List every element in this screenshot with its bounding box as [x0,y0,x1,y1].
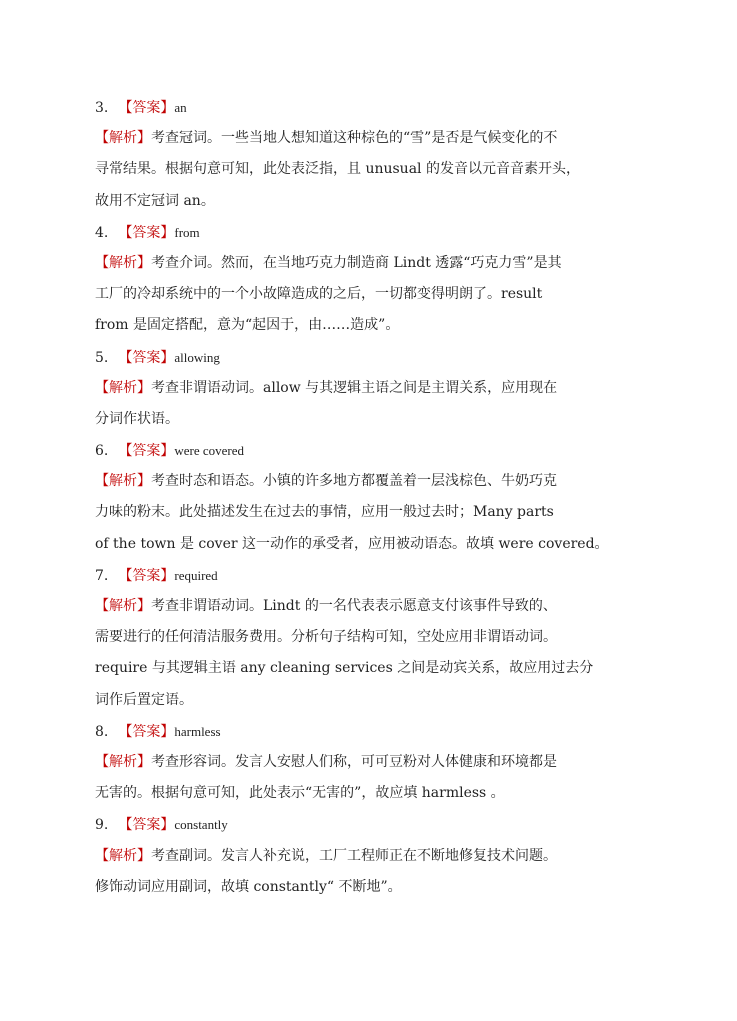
answer-text: from [174,224,200,240]
analysis-text: 无害的。根据句意可知，此处表示“无害的”，故应填 harmless 。 [95,785,505,802]
answer-item [95,217,635,342]
answer-key-document [95,92,635,903]
answer-tag: 【答案】 [118,100,175,116]
question-number: 9. [95,817,109,834]
analysis-text: 考查非谓语动词。allow 与其逻辑主语之间是主谓关系，应用现在 [151,379,558,396]
answer-text: harmless [174,723,221,739]
analysis-tag: 【解析】 [95,130,151,147]
analysis-text: 考查形容词。发言人安慰人们称，可可豆粉对人体健康和环境都是 [151,753,557,770]
answer-tag: 【答案】 [118,817,175,834]
analysis-text: 词作后置定语。 [95,691,193,708]
answer-tag: 【答案】 [118,224,175,241]
question-number: 6. [95,443,109,460]
analysis-line [95,373,635,404]
analysis-line [95,872,635,903]
analysis-text: 寻常结果。根据句意可知，此处表泛指，且 unusual 的发音以元音音素开头， [95,161,580,178]
answer-text: constantly [174,817,228,833]
answer-item [95,809,635,903]
analysis-line [95,279,635,310]
analysis-text: 力味的粉末。此处描述发生在过去的事情，应用一般过去时；Many parts [95,504,554,521]
answer-text: allowing [174,349,220,365]
analysis-text: 分词作状语。 [95,410,179,427]
analysis-line [95,404,635,435]
analysis-tag: 【解析】 [95,379,151,396]
answer-line [95,92,635,123]
answer-item [95,716,635,810]
analysis-text: 故用不定冠词 an。 [95,192,215,209]
analysis-line [95,529,635,560]
answer-text: required [174,567,218,583]
analysis-line [95,466,635,497]
question-number: 3. [95,100,109,116]
analysis-text: 工厂的冷却系统中的一个小故障造成的之后，一切都变得明朗了。result [95,286,543,303]
question-number: 5. [95,349,109,366]
analysis-line [95,841,635,872]
answer-text: were covered [174,443,245,459]
analysis-text: 需要进行的任何清洁服务费用。分析句子结构可知，空处应用非谓语动词。 [95,629,557,646]
analysis-text: 考查副词。发言人补充说，工厂工程师正在不断地修复技术问题。 [151,847,557,864]
analysis-text: 考查时态和语态。小镇的许多地方都覆盖着一层浅棕色、牛奶巧克 [151,473,557,490]
analysis-text: of the town 是 cover 这一动作的承受者，应用被动语态。故填 were covered。 [95,535,609,552]
analysis-line [95,622,635,653]
analysis-line [95,747,635,778]
analysis-line [95,186,635,217]
analysis-line [95,310,635,341]
question-number: 7. [95,567,109,584]
answer-item [95,560,635,716]
answer-item [95,435,635,560]
analysis-line [95,123,635,154]
answer-line [95,217,635,248]
analysis-tag: 【解析】 [95,847,151,864]
analysis-line [95,778,635,809]
analysis-line [95,653,635,684]
analysis-tag: 【解析】 [95,473,151,490]
question-number: 4. [95,224,109,241]
answer-line [95,716,635,747]
answer-text: an [174,100,187,115]
analysis-text: 考查非谓语动词。Lindt 的一名代表表示愿意支付该事件导致的、 [151,598,557,614]
analysis-text: 考查冠词。一些当地人想知道这种棕色的“雪”是否是气候变化的不 [151,130,558,147]
answer-item [95,342,635,436]
analysis-line [95,497,635,528]
analysis-line [95,248,635,279]
analysis-tag: 【解析】 [95,598,151,614]
analysis-text: 考查介词。然而，在当地巧克力制造商 Lindt 透露“巧克力雪”是其 [151,254,562,271]
analysis-tag: 【解析】 [95,254,151,271]
answer-line [95,342,635,373]
answer-tag: 【答案】 [118,443,175,460]
analysis-line [95,591,635,622]
analysis-text: 修饰动词应用副词，故填 constantly“ 不断地”。 [95,878,402,895]
analysis-line [95,154,635,185]
question-number: 8. [95,723,109,740]
answer-tag: 【答案】 [118,349,175,366]
answer-line [95,809,635,840]
answer-tag: 【答案】 [118,567,175,584]
analysis-line [95,685,635,716]
answer-line [95,435,635,466]
answer-line [95,560,635,591]
answer-tag: 【答案】 [118,723,175,740]
answer-item [95,92,635,217]
analysis-text: from 是固定搭配，意为“起因于，由……造成”。 [95,317,400,334]
analysis-text: require 与其逻辑主语 any cleaning services 之间是动宾关系，故应用过去分 [95,660,594,677]
analysis-tag: 【解析】 [95,753,151,770]
